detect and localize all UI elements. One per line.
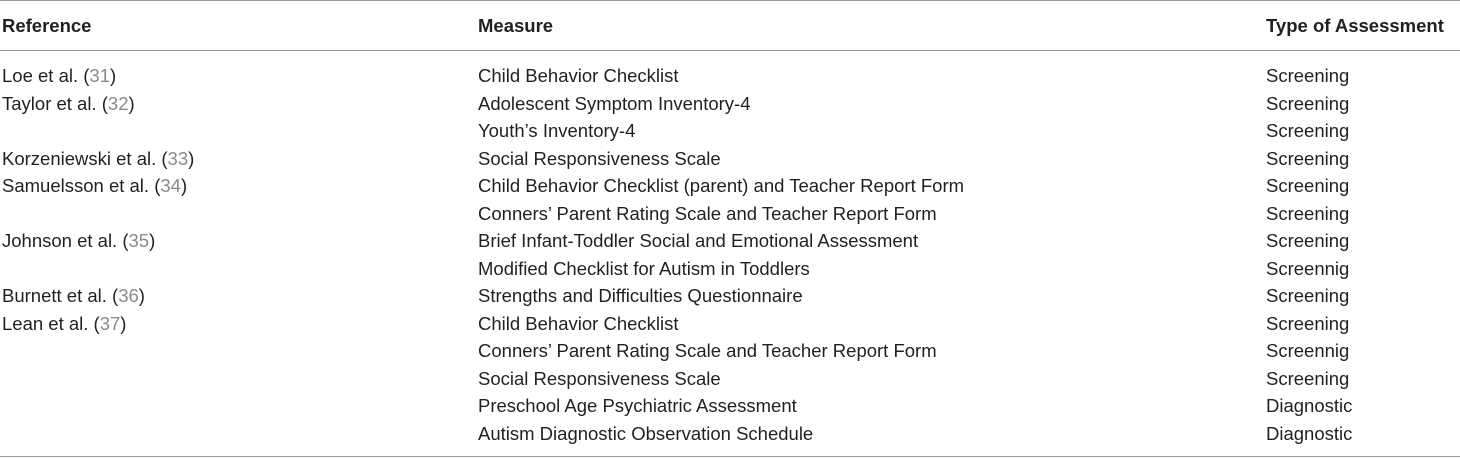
reference-cell xyxy=(2,172,187,199)
type-cell: Screening xyxy=(1266,202,1350,224)
reference-cell xyxy=(2,310,126,337)
measure-cell: Conners’ Parent Rating Scale and Teacher Report Form xyxy=(478,340,937,361)
reference-author: Samuelsson et al. ( xyxy=(2,175,161,196)
citation-link[interactable]: 37 xyxy=(99,312,121,334)
type-cell: Screening xyxy=(1266,147,1350,169)
reference-cell xyxy=(2,145,194,172)
reference-author: Taylor et al. ( xyxy=(2,92,108,114)
table-row xyxy=(0,227,1460,254)
reference-close: ) xyxy=(188,147,195,169)
measure-cell: Child Behavior Checklist xyxy=(478,312,679,334)
type-cell: Diagnostic xyxy=(1266,395,1353,416)
reference-cell xyxy=(2,227,155,254)
table-row xyxy=(0,255,1460,282)
header-reference: Reference xyxy=(2,15,92,36)
reference-cell xyxy=(2,282,145,309)
table-row xyxy=(0,62,1460,89)
citation-link[interactable]: 32 xyxy=(107,92,129,114)
reference-close: ) xyxy=(149,230,156,251)
citation-link[interactable]: 33 xyxy=(167,147,189,169)
reference-close: ) xyxy=(138,285,145,306)
table-row xyxy=(0,200,1460,227)
measure-cell: Strengths and Difficulties Questionnaire xyxy=(478,285,803,306)
top-rule xyxy=(0,0,1460,1)
header-type-of-assessment: Type of Assessment xyxy=(1266,15,1444,36)
table-row xyxy=(0,337,1460,364)
table-row xyxy=(0,90,1460,117)
table-row xyxy=(0,117,1460,144)
header-rule xyxy=(0,50,1460,51)
type-cell: Screennig xyxy=(1266,340,1350,361)
type-cell: Screening xyxy=(1266,175,1350,196)
table-row xyxy=(0,282,1460,309)
table-header xyxy=(0,12,1460,39)
type-cell: Diagnostic xyxy=(1266,422,1353,444)
measure-cell: Autism Diagnostic Observation Schedule xyxy=(478,422,814,444)
measure-cell: Social Responsiveness Scale xyxy=(478,367,721,389)
type-cell: Screening xyxy=(1266,367,1350,389)
type-cell: Screening xyxy=(1266,92,1350,114)
measure-cell: Brief Infant-Toddler Social and Emotional Assessment xyxy=(478,230,919,251)
reference-close: ) xyxy=(110,65,117,86)
measure-cell: Social Responsiveness Scale xyxy=(478,147,721,169)
type-cell: Screennig xyxy=(1266,257,1350,279)
reference-cell xyxy=(2,90,135,117)
type-cell: Screening xyxy=(1266,120,1350,141)
type-cell: Screening xyxy=(1266,230,1350,251)
table-row xyxy=(0,392,1460,419)
citation-link[interactable]: 36 xyxy=(118,285,139,306)
reference-author: Burnett et al. ( xyxy=(2,285,119,306)
type-cell: Screening xyxy=(1266,65,1350,86)
table-row xyxy=(0,420,1460,447)
reference-cell xyxy=(2,62,116,89)
table-row xyxy=(0,310,1460,337)
bottom-rule xyxy=(0,456,1460,457)
citation-link[interactable]: 31 xyxy=(89,65,110,86)
measure-cell: Youth’s Inventory-4 xyxy=(478,120,636,141)
measure-cell: Child Behavior Checklist xyxy=(478,65,679,86)
citation-link[interactable]: 34 xyxy=(160,175,181,196)
measure-cell: Conners’ Parent Rating Scale and Teacher Report Form xyxy=(478,202,937,224)
reference-author: Johnson et al. ( xyxy=(2,230,129,251)
measure-cell: Adolescent Symptom Inventory-4 xyxy=(478,92,751,114)
table-row xyxy=(0,145,1460,172)
header-measure: Measure xyxy=(478,15,554,36)
reference-close: ) xyxy=(120,312,127,334)
reference-close: ) xyxy=(180,175,188,196)
reference-author: Korzeniewski et al. ( xyxy=(2,147,168,169)
reference-author: Lean et al. ( xyxy=(2,312,100,334)
reference-author: Loe et al. ( xyxy=(2,65,90,86)
type-cell: Screening xyxy=(1266,285,1350,306)
measure-cell: Child Behavior Checklist (parent) and Teacher Report Form xyxy=(478,175,965,196)
table-row xyxy=(0,172,1460,199)
citation-link[interactable]: 35 xyxy=(128,230,150,251)
measure-cell: Modified Checklist for Autism in Toddlers xyxy=(478,257,810,279)
measure-cell: Preschool Age Psychiatric Assessment xyxy=(478,395,797,416)
type-cell: Screening xyxy=(1266,312,1350,334)
table-row xyxy=(0,365,1460,392)
reference-close: ) xyxy=(128,92,135,114)
